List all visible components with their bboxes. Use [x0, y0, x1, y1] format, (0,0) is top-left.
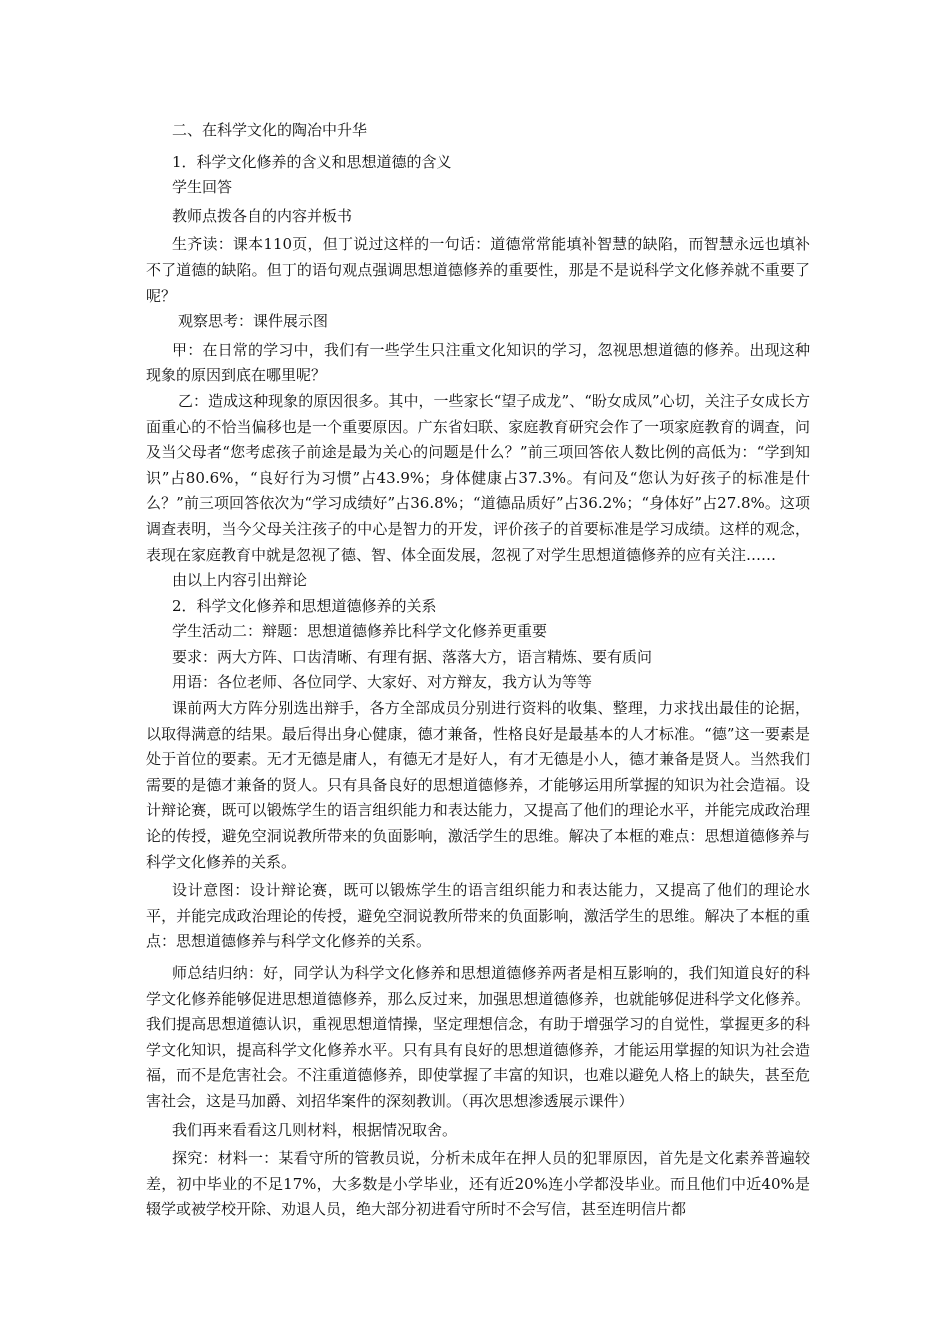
- paragraph-requirements: 要求：两大方阵、口齿清晰、有理有据、落落大方，语言精炼、要有质问: [172, 647, 653, 666]
- paragraph-student-answer: 学生回答: [172, 178, 233, 197]
- paragraph-observe-think: 观察思考：课件展示图: [178, 312, 329, 331]
- paragraph-debate-intro: 由以上内容引出辩论: [172, 571, 308, 590]
- paragraph-speaker-a: 甲：在日常的学习中，我们有一些学生只注重文化知识的学习，忽视思想道德的修养。出现这种现象的原因到底在哪里呢？: [146, 340, 810, 385]
- subsection-heading-2: 2．科学文化修养和思想道德修养的关系: [172, 596, 437, 615]
- paragraph-teacher-summary: 师总结归纳：好，同学认为科学文化修养和思想道德修养两者是相互影响的，我们知道良好的科学文化修养能够促进思想道德修养，那么反过来，加强思想道德修养，也就能够促进科学文化修养。我们提高思想道德认识，重视思想道情操，坚定理想信念，有助于增强学习的自觉性，掌握更多的科学文化知识，提高科学文化修养水平。只有具有良好的思想道德修养，才能运用掌握的知识为社会造福，而不是危害社会。不注重道德修养，即使掌握了丰富的知识，也难以避免人格上的缺失，甚至危害社会，这是马加爵、刘招华案件的深刻教训。（再次思想渗透展示课件）: [146, 964, 810, 1110]
- paragraph-design-intent: 设计意图：设计辩论赛，既可以锻炼学生的语言组织能力和表达能力，又提高了他们的理论水平，并能完成政治理论的传授，避免空洞说教所带来的负面影响，激活学生的思维。解决了本框的重点：思想道德修养与科学文化修养的关系。: [146, 881, 810, 951]
- document-body: [146, 118, 810, 1223]
- paragraph-phrases: 用语：各位老师、各位同学、大家好、对方辩友，我方认为等等: [172, 673, 593, 692]
- paragraph-materials-intro: 我们再来看看这几则材料，根据情况取舍。: [172, 1120, 458, 1139]
- paragraph-teacher-guidance: 教师点拨各自的内容并板书: [172, 206, 353, 225]
- paragraph-speaker-b: 乙：造成这种现象的原因很多。其中，一些家长“望子成龙”、“盼女成凤”心切，关注子女成长方面重心的不恰当偏移也是一个重要原因。广东省妇联、家庭教育研究会作了一项家庭教育的调查，问及当父母者“您考虑孩子前途是最为关心的问题是什么？”前三项回答依人数比例的高低为：“学到知识”占80.6%，“良好行为习惯”占43.9%；身体健康占37.3%。有问及“您认为好孩子的标准是什么？”前三项回答依次为“学习成绩好”占36.8%；“道德品质好”占36.2%；“身体好”占27.8%。这项调查表明，当今父母关注孩子的中心是智力的开发，评价孩子的首要标准是学习成绩。这样的观念，表现在家庭教育中就是忽视了德、智、体全面发展，忽视了对学生思想道德修养的应有关注……: [146, 391, 810, 564]
- paragraph-debate-preparation: 课前两大方阵分别选出辩手，各方全部成员分别进行资料的收集、整理，力求找出最佳的论据，以取得满意的结果。最后得出身心健康，德才兼备，性格良好是最基本的人才标准。“德”这一要素是处于首位的要素。无才无德是庸人，有德无才是好人，有才无德是小人，德才兼备是贤人。当然我们需要的是德才兼备的贤人。只有具备良好的思想道德修养，才能够运用所掌握的知识为社会造福。设计辩论赛，既可以锻炼学生的语言组织能力和表达能力，又提高了他们的理论水平，并能完成政治理论的传授，避免空洞说教所带来的负面影响，激活学生的思维。解决了本框的难点：思想道德修养与科学文化修养的关系。: [146, 699, 810, 871]
- paragraph-inquiry-material-1: 探究：材料一：某看守所的管教员说，分析未成年在押人员的犯罪原因，首先是文化素养普遍较差，初中毕业的不足17%，大多数是小学毕业，还有近20%连小学都没毕业。而且他们中近40%是辍学或被学校开除、劝退人员，绝大部分初进看守所时不会写信，甚至连明信片都: [146, 1149, 810, 1219]
- section-heading: 二、在科学文化的陶冶中升华: [172, 121, 368, 139]
- paragraph-student-activity: 学生活动二：辩题：思想道德修养比科学文化修养更重要: [172, 622, 548, 641]
- subsection-heading-1: 1．科学文化修养的含义和思想道德的含义: [172, 152, 452, 171]
- paragraph-group-reading: 生齐读：课本110页，但丁说过这样的一句话：道德常常能填补智慧的缺陷，而智慧永远也填补不了道德的缺陷。但丁的语句观点强调思想道德修养的重要性，那是不是说科学文化修养就不重要了呢？: [146, 235, 810, 305]
